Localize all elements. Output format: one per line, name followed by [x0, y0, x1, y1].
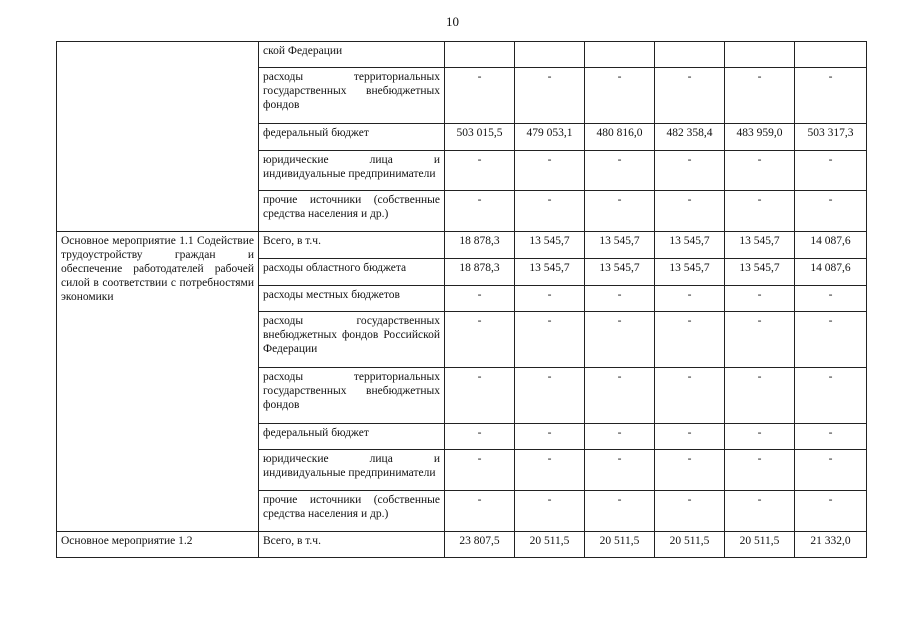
value-cell: - — [515, 312, 585, 368]
value-cell: - — [725, 491, 795, 532]
value-cell — [585, 42, 655, 68]
value-cell: - — [515, 151, 585, 191]
value-cell: 482 358,4 — [655, 124, 725, 151]
value-cell: 483 959,0 — [725, 124, 795, 151]
source-cell: Всего, в т.ч. — [259, 232, 445, 259]
value-cell: - — [445, 151, 515, 191]
value-cell: 479 053,1 — [515, 124, 585, 151]
value-cell: - — [445, 450, 515, 491]
value-cell: 20 511,5 — [655, 532, 725, 558]
table-row — [57, 232, 867, 259]
value-cell: - — [725, 312, 795, 368]
value-cell: 20 511,5 — [725, 532, 795, 558]
value-cell: - — [515, 424, 585, 450]
source-cell: ской Федерации — [259, 42, 445, 68]
value-cell: 13 545,7 — [515, 232, 585, 259]
value-cell: - — [655, 68, 725, 124]
value-cell: - — [795, 286, 867, 312]
source-cell: расходы государственных внебюджетных фондов Российской Федерации — [259, 312, 445, 368]
value-cell: - — [795, 424, 867, 450]
source-cell: расходы областного бюджета — [259, 259, 445, 286]
source-cell: прочие источники (собственные средства населения и др.) — [259, 191, 445, 232]
source-cell: федеральный бюджет — [259, 124, 445, 151]
value-cell: - — [795, 68, 867, 124]
value-cell: - — [585, 286, 655, 312]
value-cell: 13 545,7 — [725, 232, 795, 259]
source-cell: расходы территориальных государственных внебюджетных фондов — [259, 68, 445, 124]
source-cell: федеральный бюджет — [259, 424, 445, 450]
value-cell — [795, 42, 867, 68]
value-cell — [445, 42, 515, 68]
value-cell: 20 511,5 — [515, 532, 585, 558]
value-cell: - — [725, 368, 795, 424]
value-cell: - — [795, 368, 867, 424]
value-cell: - — [655, 151, 725, 191]
source-cell: расходы территориальных государственных внебюджетных фондов — [259, 368, 445, 424]
measure-cell: Основное мероприятие 1.1 Содействие трудоустройству граждан и обеспечение работодателей рабочей силой в соответствии с потребностями экономики — [57, 232, 259, 532]
value-cell: - — [795, 151, 867, 191]
value-cell: - — [515, 368, 585, 424]
value-cell: - — [585, 368, 655, 424]
value-cell: - — [585, 312, 655, 368]
value-cell: - — [655, 312, 725, 368]
value-cell: 503 015,5 — [445, 124, 515, 151]
value-cell: - — [445, 68, 515, 124]
value-cell: - — [655, 191, 725, 232]
value-cell: - — [725, 191, 795, 232]
value-cell: - — [515, 68, 585, 124]
value-cell: - — [795, 491, 867, 532]
measure-cell — [57, 42, 259, 232]
table-row — [57, 42, 867, 68]
value-cell: 13 545,7 — [585, 232, 655, 259]
value-cell: - — [515, 450, 585, 491]
value-cell: - — [795, 312, 867, 368]
page-number: 10 — [446, 14, 459, 29]
value-cell: 18 878,3 — [445, 232, 515, 259]
value-cell: - — [445, 312, 515, 368]
value-cell: 21 332,0 — [795, 532, 867, 558]
value-cell: - — [515, 491, 585, 532]
value-cell: 503 317,3 — [795, 124, 867, 151]
value-cell: - — [445, 368, 515, 424]
value-cell — [655, 42, 725, 68]
value-cell: - — [655, 491, 725, 532]
value-cell: 18 878,3 — [445, 259, 515, 286]
value-cell: - — [795, 450, 867, 491]
value-cell: - — [515, 191, 585, 232]
value-cell: 13 545,7 — [515, 259, 585, 286]
value-cell: 14 087,6 — [795, 259, 867, 286]
budget-table — [56, 41, 867, 558]
value-cell: - — [725, 151, 795, 191]
value-cell: - — [445, 191, 515, 232]
value-cell: 13 545,7 — [655, 259, 725, 286]
value-cell: - — [445, 491, 515, 532]
value-cell: - — [655, 286, 725, 312]
value-cell: - — [725, 450, 795, 491]
source-cell: юридические лица и индивидуальные предприниматели — [259, 450, 445, 491]
source-cell: юридические лица и индивидуальные предприниматели — [259, 151, 445, 191]
value-cell: - — [655, 368, 725, 424]
value-cell: - — [585, 450, 655, 491]
value-cell: 13 545,7 — [725, 259, 795, 286]
value-cell: - — [585, 491, 655, 532]
value-cell: 23 807,5 — [445, 532, 515, 558]
value-cell: 480 816,0 — [585, 124, 655, 151]
value-cell: - — [445, 424, 515, 450]
value-cell: - — [445, 286, 515, 312]
value-cell: 13 545,7 — [585, 259, 655, 286]
value-cell: - — [585, 151, 655, 191]
value-cell: - — [725, 286, 795, 312]
value-cell: - — [655, 450, 725, 491]
value-cell: 20 511,5 — [585, 532, 655, 558]
source-cell: прочие источники (собственные средства населения и др.) — [259, 491, 445, 532]
value-cell: - — [725, 68, 795, 124]
value-cell: - — [585, 191, 655, 232]
source-cell: расходы местных бюджетов — [259, 286, 445, 312]
value-cell: 13 545,7 — [655, 232, 725, 259]
value-cell: - — [585, 424, 655, 450]
value-cell: - — [585, 68, 655, 124]
value-cell: 14 087,6 — [795, 232, 867, 259]
value-cell — [725, 42, 795, 68]
value-cell — [515, 42, 585, 68]
value-cell: - — [655, 424, 725, 450]
table-row — [57, 532, 867, 558]
value-cell: - — [725, 424, 795, 450]
value-cell: - — [795, 191, 867, 232]
source-cell: Всего, в т.ч. — [259, 532, 445, 558]
value-cell: - — [515, 286, 585, 312]
measure-cell: Основное мероприятие 1.2 — [57, 532, 259, 558]
